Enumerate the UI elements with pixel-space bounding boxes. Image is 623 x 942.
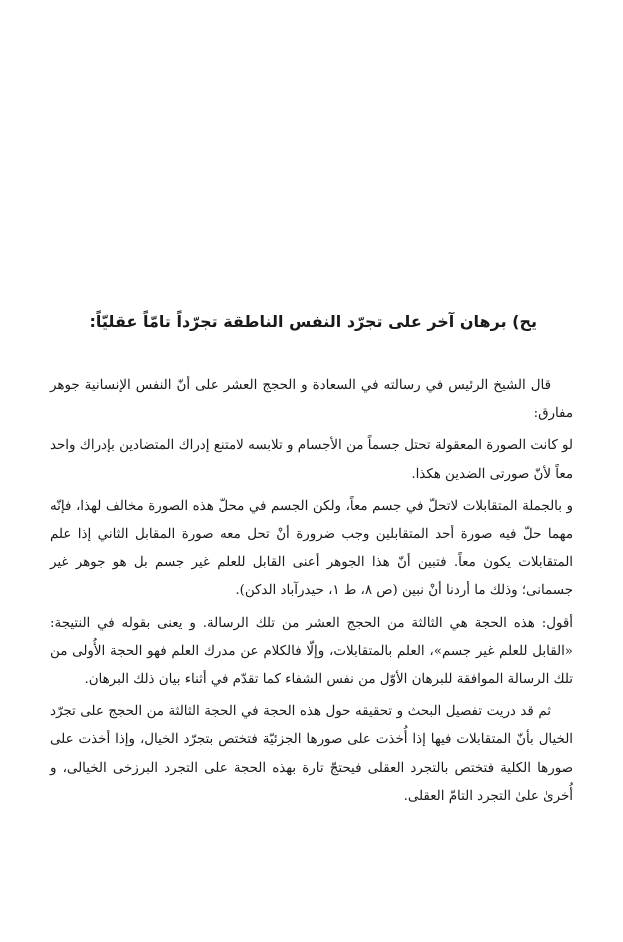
paragraph-quote-intro: قال الشيخ الرئيس في رسالته في السعادة و الحجج العشر على أنّ النفس الإنسانية جوهر مفارق: <box>50 378 573 422</box>
paragraph-commentary: أقول: هذه الحجة هي الثالثة من الحجج العشر من تلك الرسالة. و يعنى بقوله في النتيجة: «القابل للعلم غير جسم»، العلم بالمتقابلات، وإلّا فالكلام عن مدرك العلم فهو الحجة الأُولى من تلك الرسالة الموافقة للبرهان الأوّل من نفس الشفاء كما تقدّم في أثناء بيان ذلك البرهان. <box>50 615 573 688</box>
paragraph-quote-part-2: و بالجملة المتقابلات لاتحلّ في جسم معاً، ولكن الجسم في محلّ هذه الصورة مخالف لهذا، فإنّه مهما حلّ فيه صورة أحد المتقابلين وجب ضرورة أنْ تحل معه صورة المقابل الثاني إذا علم المتقابلات يكون معاً. فتبين أنّ هذا الجوهر أعنى القابل للعلم غير جسم بل هو جوهر غير جسمانى؛ وذلك ما أردنا أنْ نبين (ص ٨، ط ١، حيدرآباد الدكن). <box>50 498 573 599</box>
paragraph-quote-part-1: لو كانت الصورة المعقولة تحتل جسماً من الأجسام و تلابسه لامتنع إدراك المتضادين بإدراك واحد معاً لأنّ صورتى الضدين هكذا. <box>50 438 573 482</box>
section-heading: يح) برهان آخر على تجرّد النفس الناطقة تجرّداً تامّاً عقليّاً: <box>89 312 537 331</box>
paragraph-discussion: ثم قد دريت تفصيل البحث و تحقيقه حول هذه الحجة في الحجة الثالثة من الحجج على تجرّد الخيال بأنّ المتقابلات فيها إذا أُخذت على صورها الجزئيّة فتختص بتجرّد الخيال، وإذا أخذت على صورها الكلية فتختص بالتجرد العقلى فيحتجّ تارة بهذه الحجة على التجرد البرزخى الخيالى، و أُخرىٰ علىٰ التجرد التامّ العقلى. <box>50 704 573 804</box>
body-text <box>50 372 573 815</box>
